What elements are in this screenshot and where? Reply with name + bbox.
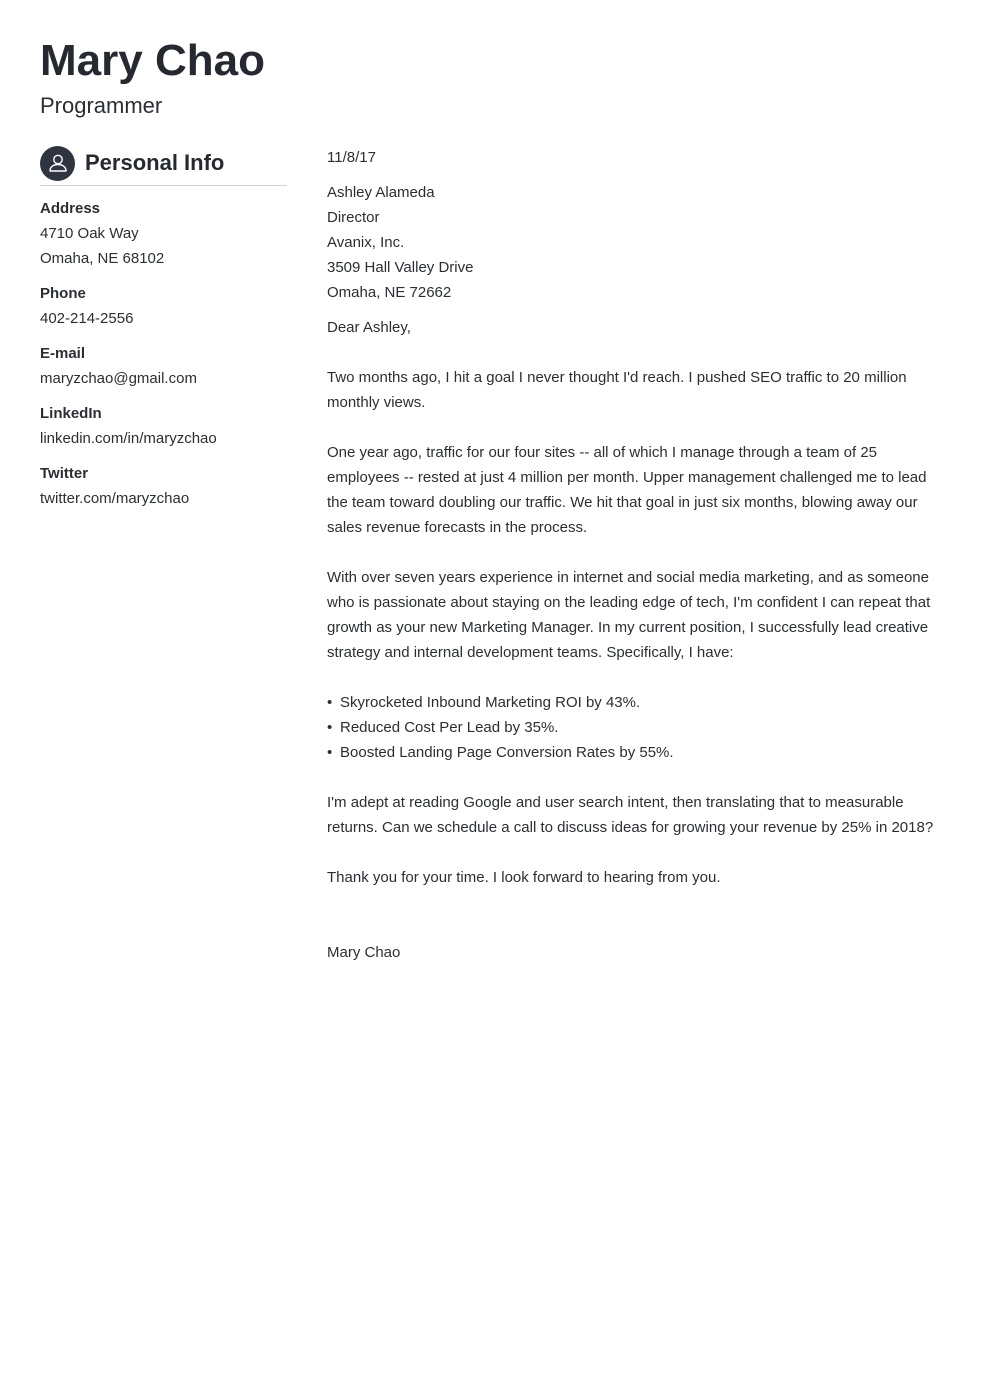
paragraph: Two months ago, I hit a goal I never thought I'd reach. I pushed SEO traffic to 20 million monthly views. xyxy=(327,369,907,411)
list-item xyxy=(327,715,942,740)
person-icon xyxy=(40,146,75,181)
applicant-name: Mary Chao xyxy=(40,36,265,85)
paragraph: With over seven years experience in internet and social media marketing, and as someone who is passionate about staying on the leading edge of tech, I'm confident I can repeat that growth as your new Marketing Manager. In my current position, I successfully lead creative strategy and internal development teams. Specifically, I have: xyxy=(327,569,931,661)
phone-block xyxy=(40,281,287,331)
info-value: linkedin.com/in/maryzchao xyxy=(40,430,217,447)
section-title: Personal Info xyxy=(85,150,225,175)
personal-info-heading xyxy=(40,145,287,186)
paragraph: One year ago, traffic for our four sites -- all of which I manage through a team of 25 employees -- rested at just 4 million per month. Upper management challenged me to lead the team toward doubling our traffic. We hit that goal in just six months, blowing away our sales revenue forecasts in the process. xyxy=(327,444,927,536)
info-value: twitter.com/maryzchao xyxy=(40,490,190,507)
info-label: LinkedIn xyxy=(40,405,102,422)
header xyxy=(40,36,265,120)
info-label: Twitter xyxy=(40,465,89,482)
list-item-text: Skyrocketed Inbound Marketing ROI by 43%. xyxy=(340,694,641,711)
info-label: Phone xyxy=(40,285,86,302)
bullet-icon: • xyxy=(327,744,333,761)
info-value: 4710 Oak Way xyxy=(40,225,139,242)
info-value: Omaha, NE 68102 xyxy=(40,250,165,267)
paragraph: Thank you for your time. I look forward to hearing from you. xyxy=(327,869,721,886)
list-item xyxy=(327,690,942,715)
info-value: maryzchao@gmail.com xyxy=(40,370,197,387)
info-label: Address xyxy=(40,200,101,217)
info-label: E-mail xyxy=(40,345,86,362)
greeting: Dear Ashley, xyxy=(327,319,411,336)
recipient-line: Omaha, NE 72662 xyxy=(327,284,452,301)
applicant-title: Programmer xyxy=(40,93,163,118)
recipient-line: 3509 Hall Valley Drive xyxy=(327,259,474,276)
letter-body xyxy=(327,145,942,965)
list-item-text: Boosted Landing Page Conversion Rates by 55%. xyxy=(340,744,674,761)
email-block xyxy=(40,341,287,391)
twitter-block xyxy=(40,461,287,511)
achievement-list xyxy=(327,690,942,765)
sidebar xyxy=(40,145,287,511)
signature: Mary Chao xyxy=(327,944,401,961)
paragraph: I'm adept at reading Google and user search intent, then translating that to measurable returns. Can we schedule a call to discuss ideas for growing your revenue by 25% in 2018? xyxy=(327,794,934,836)
letter-date: 11/8/17 xyxy=(327,149,376,166)
recipient-line: Avanix, Inc. xyxy=(327,234,405,251)
recipient-address xyxy=(327,180,942,305)
recipient-line: Ashley Alameda xyxy=(327,184,435,201)
bullet-icon: • xyxy=(327,694,333,711)
list-item-text: Reduced Cost Per Lead by 35%. xyxy=(340,719,559,736)
list-item xyxy=(327,740,942,765)
info-value: 402-214-2556 xyxy=(40,310,134,327)
bullet-icon: • xyxy=(327,719,333,736)
linkedin-block xyxy=(40,401,287,451)
recipient-line: Director xyxy=(327,209,380,226)
address-block xyxy=(40,196,287,271)
